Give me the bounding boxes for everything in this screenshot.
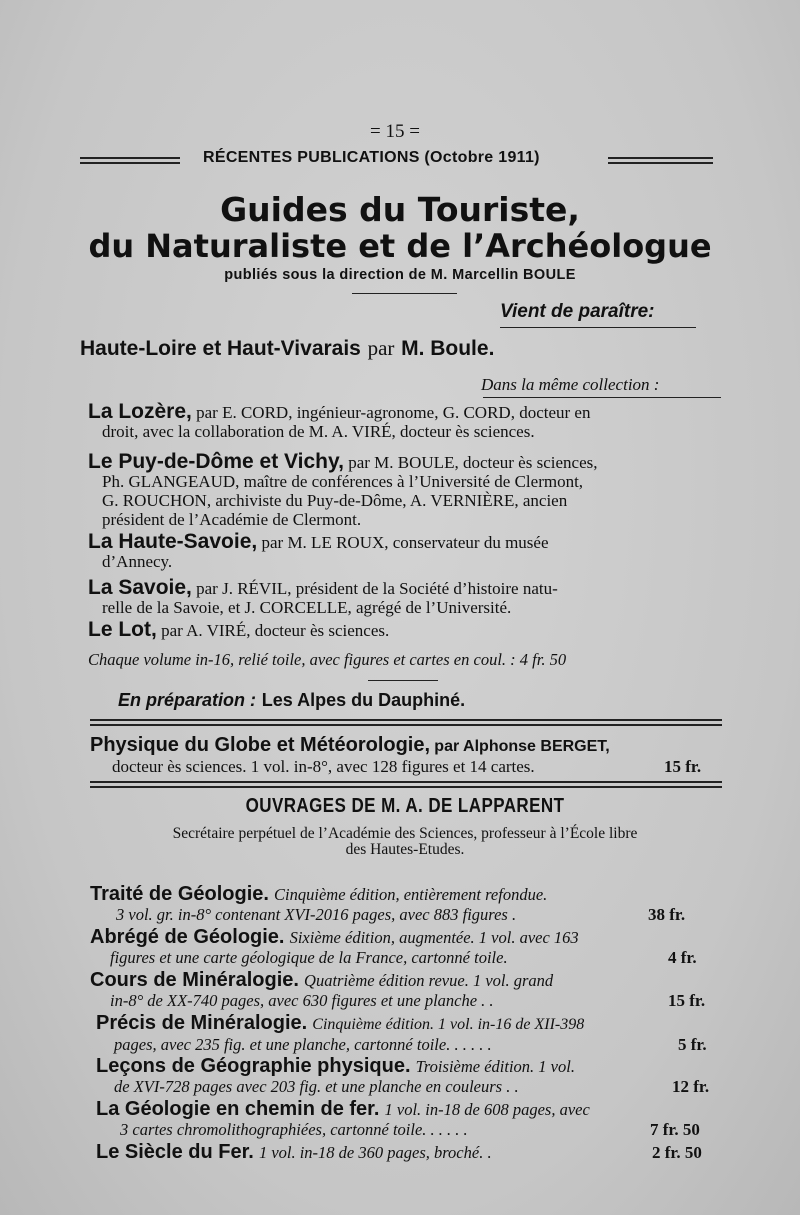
main-title-line2: du Naturaliste et de l’Archéologue	[88, 227, 712, 265]
entry-title: La Haute-Savoie,	[88, 530, 258, 553]
main-title-line1: Guides du Touriste,	[220, 190, 580, 229]
in-preparation-line	[118, 690, 465, 711]
just-out-label: Vient de paraître:	[500, 301, 655, 322]
entry-text: d’Annecy.	[102, 552, 173, 571]
in-prep-title: Les Alpes du Dauphiné.	[261, 690, 466, 710]
entry-text: par E. CORD, ingénieur-agronome, G. CORD, docteur en	[196, 403, 591, 422]
entry-text: Ph. GLANGEAUD, maître de conférences à l’Université de Clermont,	[102, 472, 584, 491]
entry-title: La Lozère,	[88, 400, 192, 423]
price-note: Chaque volume in-16, relié toile, avec figures et cartes en coul. : 4 fr. 50	[88, 650, 567, 669]
header-rule-right	[608, 157, 713, 164]
entry-text: par M. BOULE, docteur ès sciences,	[348, 453, 598, 472]
book-title: Le Siècle du Fer.	[96, 1141, 254, 1163]
entry-puy-de-dome	[88, 452, 728, 529]
entry-text: par J. RÉVIL, président de la Société d’histoire natu-	[196, 579, 558, 598]
same-collection-underline	[483, 397, 721, 398]
book-line1: Cinquième édition, entièrement refondue.	[274, 885, 548, 904]
entry-title: Le Lot,	[88, 618, 157, 641]
featured-author: M. Boule.	[401, 337, 495, 360]
entry-text: par M. LE ROUX, conservateur du musée	[261, 533, 549, 552]
book-title: Précis de Minéralogie.	[96, 1012, 308, 1034]
in-prep-label: En préparation :	[118, 690, 257, 710]
entry-text: droit, avec la collaboration de M. A. VIRÉ, docteur ès sciences.	[102, 422, 535, 441]
entry-text: relle de la Savoie, et J. CORCELLE, agrégé de l’Université.	[102, 598, 512, 617]
book-title: La Géologie en chemin de fer.	[96, 1098, 380, 1120]
lapparent-desc-line1: Secrétaire perpétuel de l’Académie des Sciences, professeur à l’École libre	[172, 825, 638, 842]
book-title: Cours de Minéralogie.	[90, 969, 299, 991]
book-siecle-du-fer	[96, 1142, 736, 1163]
book-line2: 3 cartes chromolithographiées, cartonné toile. . . . . .	[120, 1120, 468, 1139]
lapparent-heading: OUVRAGES DE M. A. DE LAPPARENT	[245, 795, 565, 817]
physique-title: Physique du Globe et Météorologie,	[90, 734, 431, 756]
header-rule-left	[80, 157, 180, 164]
subtitle: publiés sous la direction de M. Marcellin BOULE	[224, 267, 576, 283]
book-price: 38 fr.	[648, 905, 686, 924]
book-lecons-geographie	[96, 1056, 736, 1097]
page-number: = 15 =	[370, 121, 420, 142]
featured-par: par	[367, 336, 395, 360]
book-price: 2 fr. 50	[652, 1143, 702, 1162]
book-traite	[90, 884, 730, 925]
entry-savoie	[88, 578, 728, 617]
entry-title: La Savoie,	[88, 576, 192, 599]
entry-lot	[88, 620, 728, 640]
book-line2: figures et une carte géologique de la France, cartonné toile.	[110, 948, 508, 967]
book-price: 12 fr.	[672, 1077, 710, 1096]
book-line1: Cinquième édition. 1 vol. in-16 de XII-398	[312, 1016, 585, 1033]
physique-desc: docteur ès sciences. 1 vol. in-8°, avec 128 figures et 14 cartes.	[112, 757, 535, 776]
book-line1: 1 vol. in-18 de 360 pages, broché. .	[258, 1143, 492, 1162]
section-rule	[90, 781, 722, 788]
header-title: RÉCENTES PUBLICATIONS (Octobre 1911)	[203, 149, 540, 166]
section-rule	[90, 719, 722, 726]
book-title: Abrégé de Géologie.	[90, 926, 285, 948]
book-title: Traité de Géologie.	[90, 883, 269, 905]
book-precis-mineralogie	[96, 1013, 736, 1055]
book-price: 15 fr.	[668, 991, 706, 1010]
physique-price: 15 fr.	[664, 757, 702, 776]
book-price: 4 fr.	[668, 948, 697, 967]
book-geologie-chemin-de-fer	[96, 1099, 736, 1140]
physique-entry	[90, 735, 730, 777]
entry-text: G. ROUCHON, archiviste du Puy-de-Dôme, A. VERNIÈRE, ancien	[102, 491, 568, 510]
book-line1: Quatrième édition revue. 1 vol. grand	[304, 971, 554, 990]
lapparent-desc-line2: des Hautes-Etudes.	[345, 841, 465, 858]
entry-title: Le Puy-de-Dôme et Vichy,	[88, 450, 344, 473]
book-price: 7 fr. 50	[650, 1120, 700, 1139]
divider	[352, 293, 457, 294]
divider	[368, 680, 438, 681]
featured-line	[80, 336, 494, 361]
entry-text: président de l’Académie de Clermont.	[102, 510, 362, 529]
book-line2: 3 vol. gr. in-8° contenant XVI-2016 pages, avec 883 figures .	[116, 905, 517, 924]
book-line2: in-8° de XX-740 pages, avec 630 figures et une planche . .	[110, 991, 494, 1010]
book-title: Leçons de Géographie physique.	[96, 1055, 411, 1077]
book-price: 5 fr.	[678, 1035, 707, 1054]
book-line1: 1 vol. in-18 de 608 pages, avec	[384, 1100, 590, 1119]
featured-title: Haute-Loire et Haut-Vivarais	[80, 337, 361, 360]
book-line1: Troisième édition. 1 vol.	[415, 1057, 575, 1076]
just-out-underline	[500, 327, 696, 328]
entry-text: par A. VIRÉ, docteur ès sciences.	[161, 621, 390, 640]
physique-author: par Alphonse BERGET,	[434, 738, 610, 755]
same-collection-label: Dans la même collection :	[481, 375, 660, 394]
book-line2: pages, avec 235 fig. et une planche, cartonné toile. . . . . .	[114, 1035, 492, 1054]
book-line1: Sixième édition, augmentée. 1 vol. avec 163	[289, 928, 579, 947]
entry-haute-savoie	[88, 532, 728, 571]
book-abrege	[90, 927, 730, 968]
book-line2: de XVI-728 pages avec 203 fig. et une planche en couleurs . .	[114, 1077, 519, 1096]
book-cours-mineralogie	[90, 970, 730, 1011]
entry-lozere	[88, 402, 728, 441]
